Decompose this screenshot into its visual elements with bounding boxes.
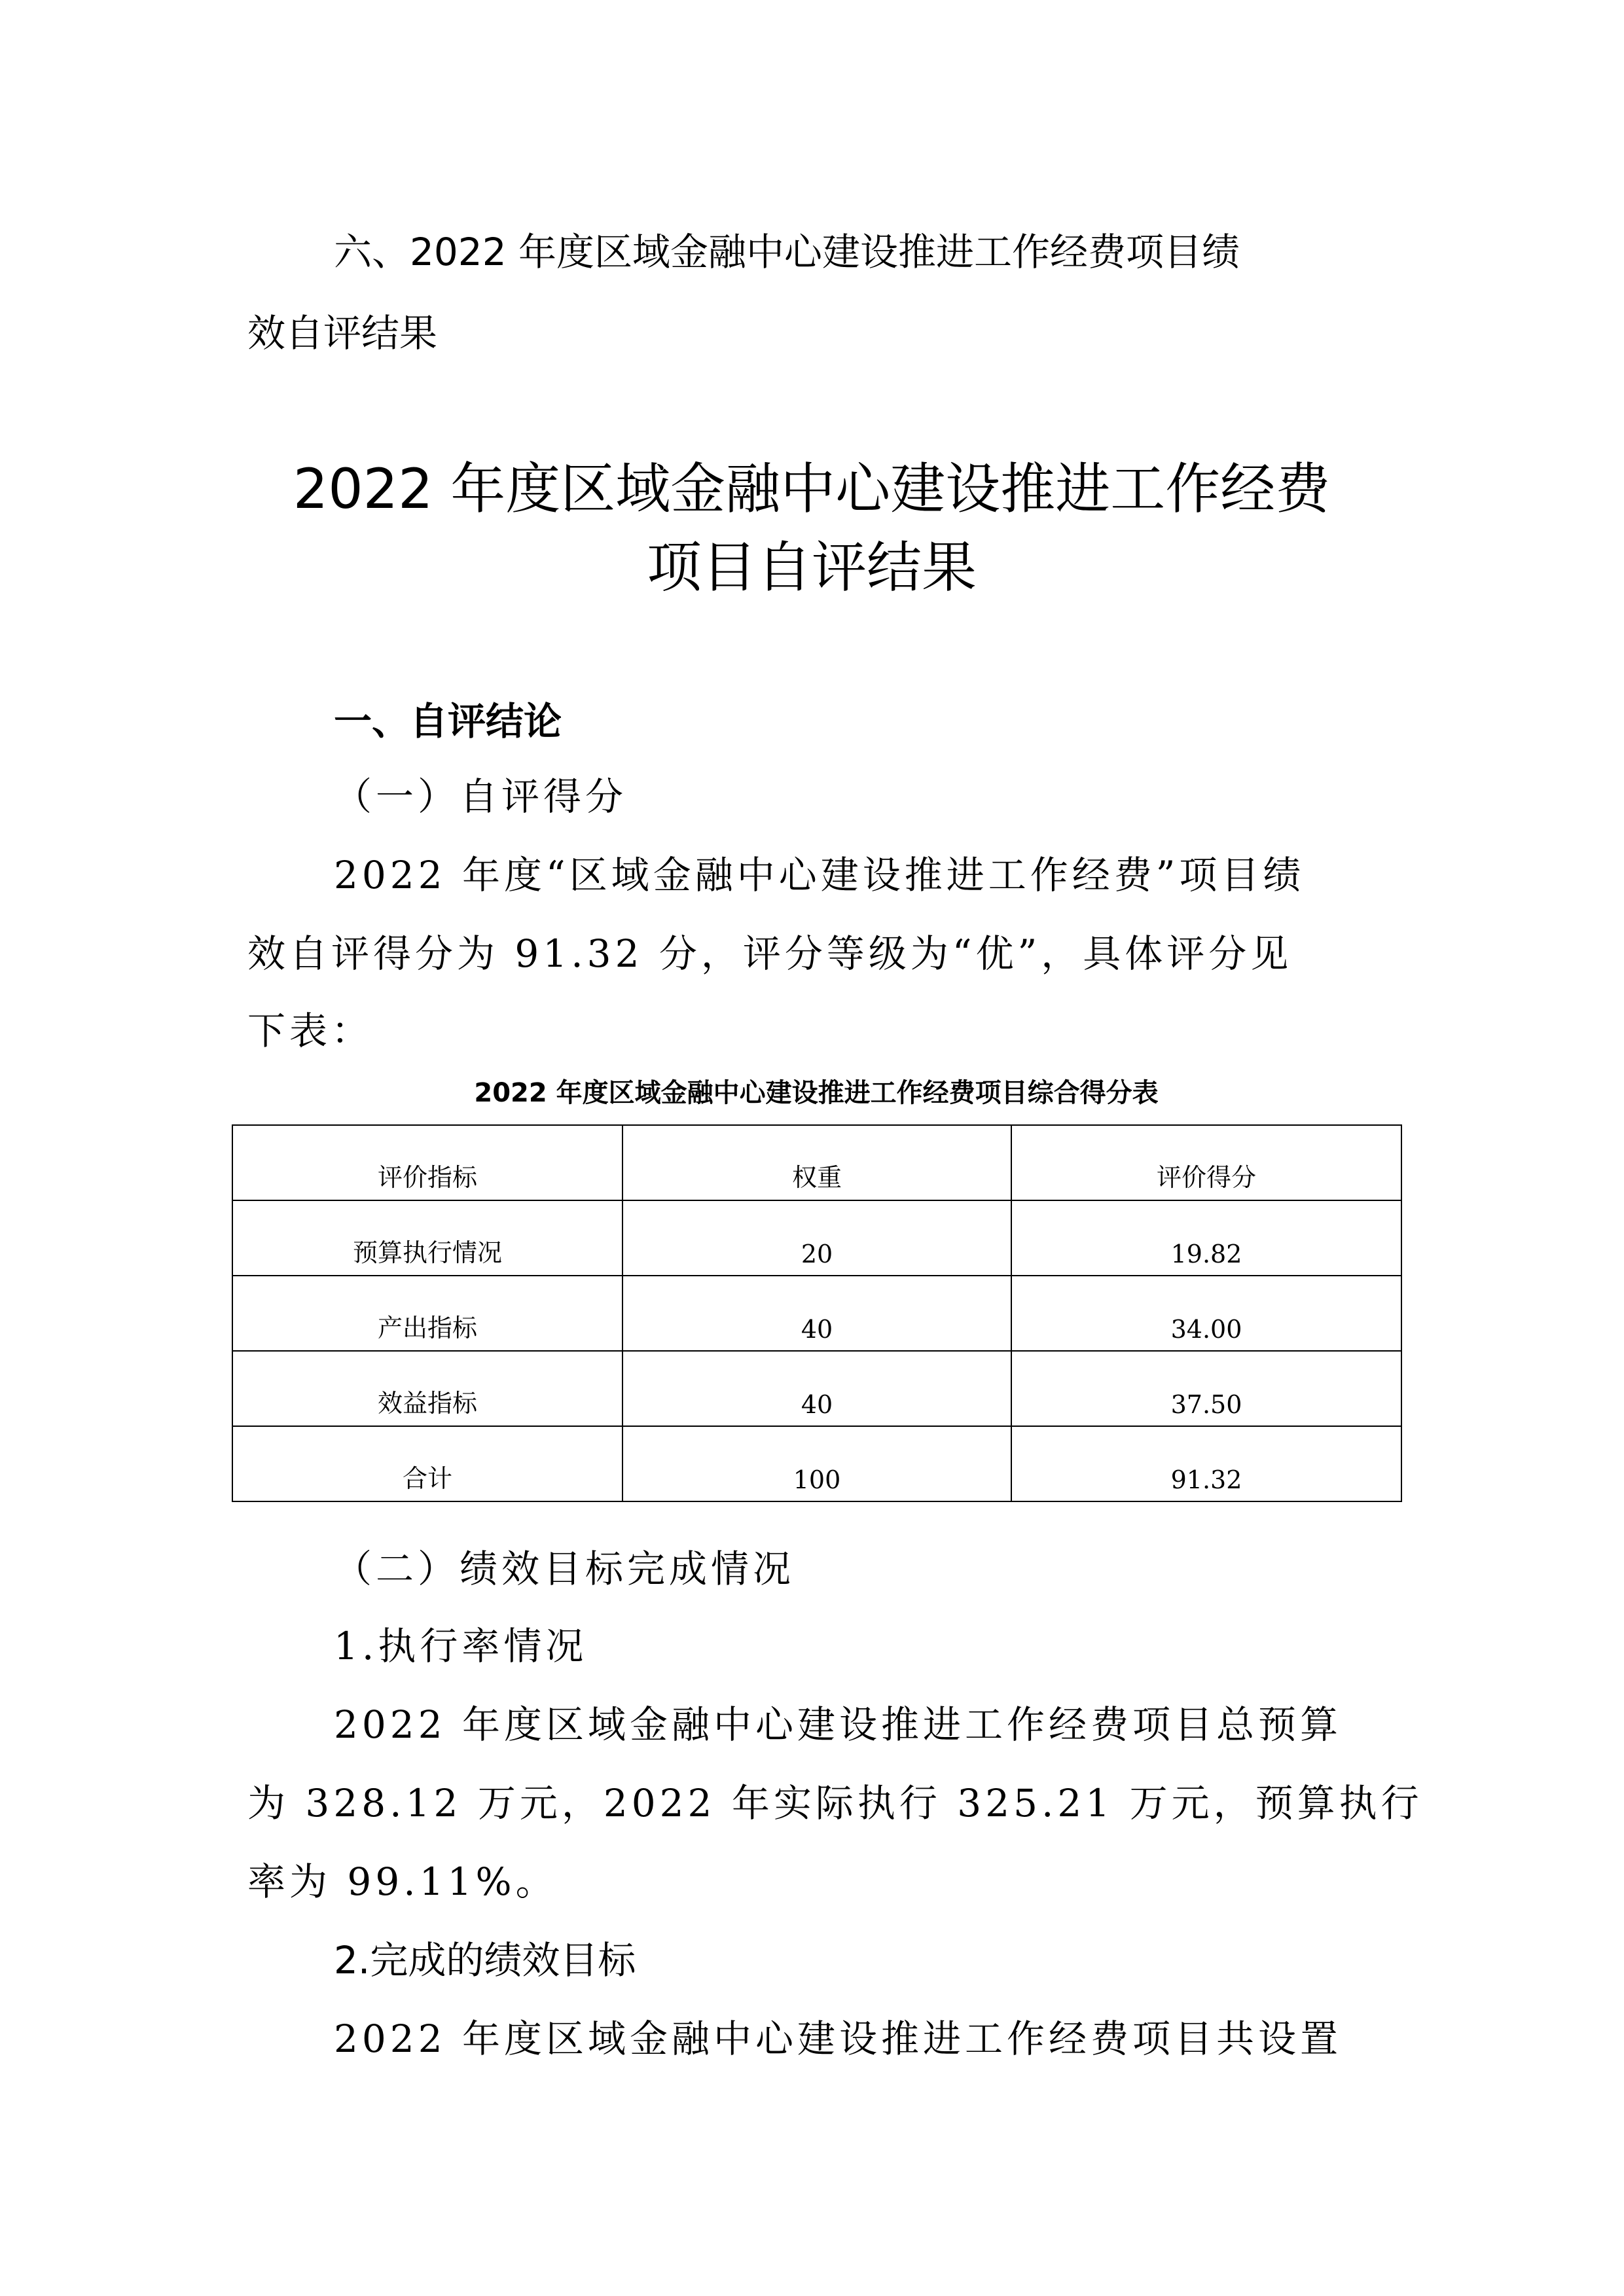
part1-heading: 一、自评结论 (334, 699, 562, 744)
table-header-cell: 权重 (623, 1125, 1011, 1200)
document-title-line-1: 2022 年度区域金融中心建设推进工作经费 (293, 457, 1331, 521)
table-total-row (232, 1426, 1401, 1501)
section-heading-line-2: 效自评结果 (247, 311, 438, 355)
table-header-cell: 评价指标 (232, 1125, 623, 1200)
table-cell: 预算执行情况 (232, 1200, 623, 1276)
table-cell: 产出指标 (232, 1276, 623, 1351)
table-cell: 37.50 (1011, 1351, 1401, 1426)
part1-paragraph-line: 2022 年度“区域金融中心建设推进工作经费”项目绩 (334, 853, 1305, 897)
item1-paragraph-line: 2022 年度区域金融中心建设推进工作经费项目总预算 (334, 1702, 1343, 1747)
part1-paragraph-line: 效自评得分为 91.32 分，评分等级为“优”，具体评分见 (247, 931, 1293, 976)
table-cell: 100 (623, 1426, 1011, 1501)
item2-title: 2.完成的绩效目标 (334, 1938, 636, 1982)
item2-paragraph-line: 2022 年度区域金融中心建设推进工作经费项目共设置 (334, 2017, 1343, 2061)
table-cell: 19.82 (1011, 1200, 1401, 1276)
score-table (232, 1124, 1402, 1502)
item1-paragraph-line: 为 328.12 万元，2022 年实际执行 325.21 万元，预算执行 (247, 1781, 1423, 1825)
item1-title: 1.执行率情况 (334, 1624, 588, 1668)
table-cell: 40 (623, 1351, 1011, 1426)
part1-subheading: （一）自评得分 (334, 774, 628, 819)
table-header-cell: 评价得分 (1011, 1125, 1401, 1200)
table-caption: 2022 年度区域金融中心建设推进工作经费项目综合得分表 (474, 1078, 1159, 1108)
table-cell: 40 (623, 1276, 1011, 1351)
table-row (232, 1200, 1401, 1276)
table-cell: 效益指标 (232, 1351, 623, 1426)
table-header-row (232, 1125, 1401, 1200)
item1-paragraph-line: 率为 99.11%。 (247, 1859, 558, 1904)
table-cell: 合计 (232, 1426, 623, 1501)
document-title-line-2: 项目自评结果 (646, 535, 977, 600)
table-cell: 91.32 (1011, 1426, 1401, 1501)
part2-subheading: （二）绩效目标完成情况 (334, 1547, 795, 1591)
section-heading-line-1: 六、2022 年度区域金融中心建设推进工作经费项目绩 (334, 230, 1240, 274)
table-cell: 20 (623, 1200, 1011, 1276)
table-cell: 34.00 (1011, 1276, 1401, 1351)
table-row (232, 1276, 1401, 1351)
part1-paragraph-line: 下表： (247, 1009, 374, 1053)
table-row (232, 1351, 1401, 1426)
